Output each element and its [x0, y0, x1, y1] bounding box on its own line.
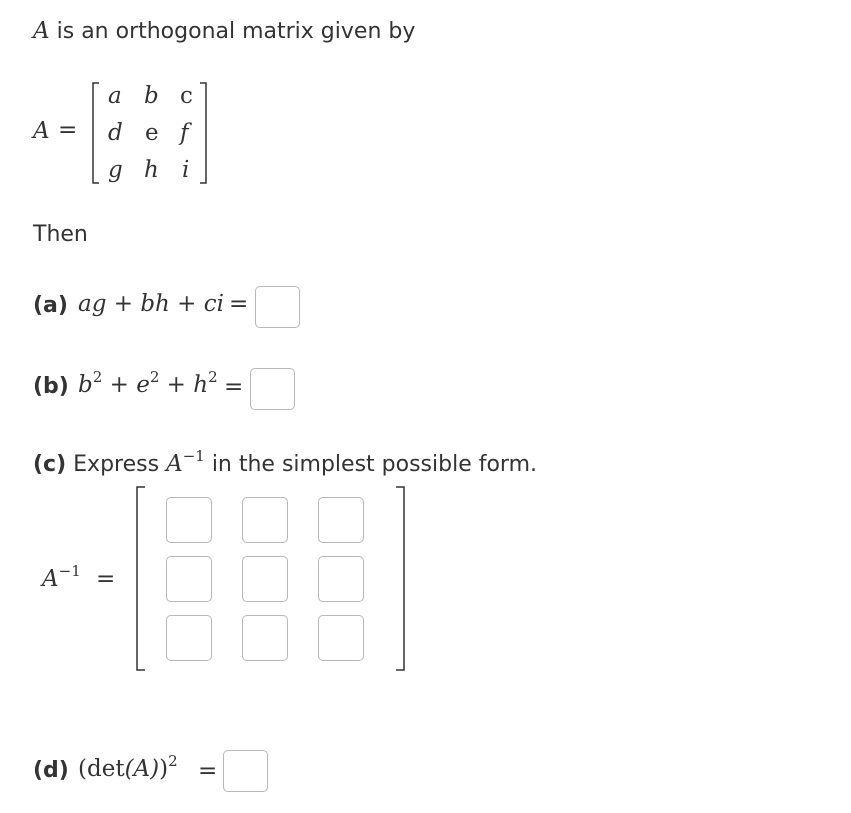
part-c-pow: −1 [182, 447, 205, 465]
part-d-open-paren: ( [78, 756, 87, 782]
part-d-pow: 2 [168, 752, 178, 770]
part-d-arg: (A) [124, 756, 160, 782]
inverse-cell-3-3-input[interactable] [318, 615, 364, 661]
matrix-lhs: A [33, 118, 50, 144]
matrix-eq: = [58, 117, 78, 143]
part-a-label: (a) [33, 293, 68, 318]
inverse-cell-1-2-input[interactable] [242, 497, 288, 543]
matrix-cell-b: b [144, 83, 159, 109]
matrix-cell-h: h [144, 157, 159, 183]
part-b-expression [78, 368, 218, 398]
part-c-prompt [33, 447, 538, 477]
matrix-cell-f: f [180, 120, 189, 146]
part-b-exp-3: 2 [208, 368, 218, 386]
inverse-cell-2-3-input[interactable] [318, 556, 364, 602]
part-b-answer-input[interactable] [250, 368, 295, 410]
matrix-cell-g: g [108, 157, 123, 183]
inverse-cell-1-1-input[interactable] [166, 497, 212, 543]
inverse-cell-2-1-input[interactable] [166, 556, 212, 602]
part-d-label: (d) [33, 758, 69, 783]
part-d-answer-input[interactable] [223, 750, 268, 792]
part-c-label: (c) [33, 452, 67, 477]
matrix-cell-c: c [180, 83, 193, 109]
part-d-close-paren: ) [159, 756, 169, 782]
part-b-exp-1: 2 [92, 368, 103, 386]
part-d-expression [78, 752, 178, 782]
part-b-term-h: h [193, 372, 209, 398]
intro-line [33, 20, 415, 43]
part-c-var: A [166, 451, 183, 477]
part-c-word1: Express [73, 452, 160, 477]
part-a-equals: = [229, 291, 249, 317]
intro-text: is an orthogonal matrix given by [56, 19, 416, 44]
part-c-word2: in the simplest possible form. [211, 452, 538, 477]
matrix-cell-e: e [145, 120, 159, 146]
inverse-cell-3-2-input[interactable] [242, 615, 288, 661]
part-a-answer-input[interactable] [255, 286, 300, 328]
intro-var: A [33, 18, 50, 44]
inverse-lhs-var: A [42, 566, 59, 592]
inverse-cell-2-2-input[interactable] [242, 556, 288, 602]
part-b-term-b: b [78, 372, 93, 398]
part-d-equals: = [198, 758, 218, 784]
inverse-lhs [42, 562, 81, 592]
part-b-plus-1: + [109, 372, 129, 398]
inverse-equals: = [96, 566, 116, 592]
inverse-lhs-pow: −1 [58, 562, 81, 580]
matrix-cell-i: i [182, 157, 190, 183]
then-text: Then [33, 222, 88, 247]
part-b-exp-2: 2 [149, 368, 160, 386]
part-b-term-e: e [136, 372, 150, 398]
inverse-cell-3-1-input[interactable] [166, 615, 212, 661]
part-d-det: det [86, 756, 125, 782]
inverse-cell-1-3-input[interactable] [318, 497, 364, 543]
matrix-cell-a: a [108, 83, 122, 109]
matrix-cell-d: d [108, 120, 123, 146]
part-a-expression: ag + bh + ci [78, 291, 224, 317]
part-b-equals: = [224, 374, 244, 400]
part-b-label: (b) [33, 374, 69, 399]
part-b-plus-2: + [166, 372, 186, 398]
